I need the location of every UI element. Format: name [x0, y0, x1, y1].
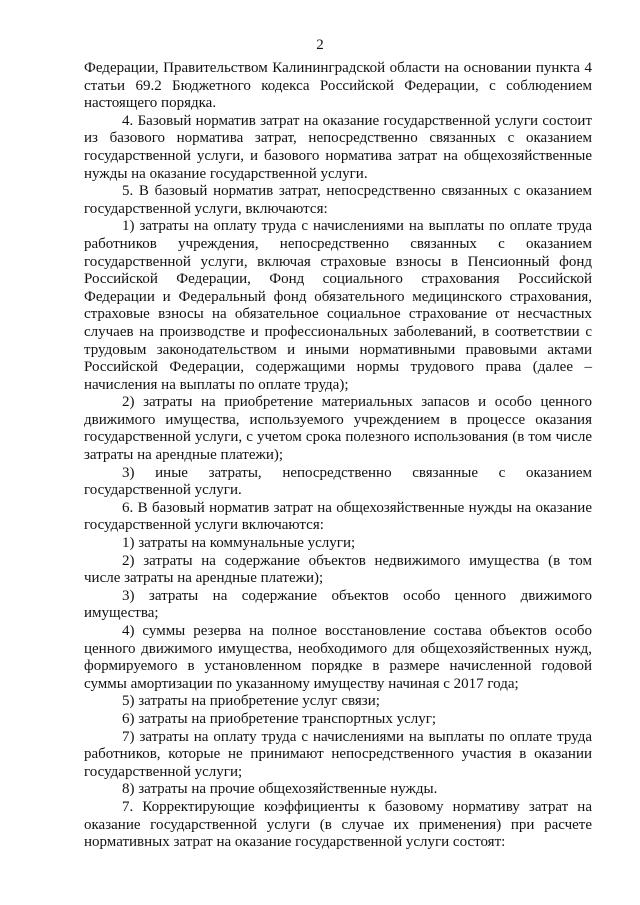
paragraph-5-sub-1: 1) затраты на оплату труда с начислениями на выплаты по оплате труда работников учреждения, непосредственно связанных с оказанием государственной услуги, включая страховые взносы в Пенсионный фонд Российской Федерации, Фонд социального страхования Российской Федерации и Федеральный фонд обязательного медицинского страхования, страховые взносы на обязательное социальное страхование от несчастных случаев на производстве и профессиональных заболеваний, в соответствии с трудовым законодательством и иными нормативными правовыми актами Российской Федерации, содержащими нормы трудового права (далее – начисления на выплаты по оплате труда);: [84, 218, 592, 393]
paragraph-6-sub-5: 5) затраты на приобретение услуг связи;: [122, 693, 380, 710]
document-body: [84, 60, 592, 852]
paragraph-6-sub-1: 1) затраты на коммунальные услуги;: [122, 535, 356, 552]
paragraph-item-4: 4. Базовый норматив затрат на оказание государственной услуги состоит из базового норматива затрат, непосредственно связанных с оказанием государственной услуги, и базового норматива затрат на общехозяйственные нужды на оказание государственной услуги.: [84, 112, 592, 182]
paragraph-6-sub-4: 4) суммы резерва на полное восстановление состава объектов особо ценного движимого имущества, необходимого для общехозяйственных нужд, формируемого в установленном порядке в размере начисленной годовой суммы амортизации по указанному имуществу начиная с 2017 года;: [84, 623, 592, 692]
paragraph-5-sub-3: 3) иные затраты, непосредственно связанные с оказанием государственной услуги.: [84, 464, 592, 499]
paragraph-5-sub-2: 2) затраты на приобретение материальных запасов и особо ценного движимого имущества, используемого учреждением в процессе оказания государственной услуги, с учетом срока полезного использования (в том числе затраты на арендные платежи);: [84, 394, 592, 464]
paragraph-6-sub-3: 3) затраты на содержание объектов особо ценного движимого имущества;: [84, 587, 592, 622]
paragraph-continuation: Федерации, Правительством Калининградской области на основании пункта 4 статьи 69.2 Бюджетного кодекса Российской Федерации, с соблюдением настоящего порядка.: [84, 60, 592, 112]
paragraph-item-5: 5. В базовый норматив затрат, непосредственно связанных с оказанием государственной услуги, включаются:: [84, 183, 592, 217]
paragraph-6-sub-8: 8) затраты на прочие общехозяйственные нужды.: [122, 781, 438, 798]
paragraph-6-sub-2: 2) затраты на содержание объектов недвижимого имущества (в том числе затраты на арендные платежи);: [84, 552, 592, 587]
paragraph-item-7: 7. Корректирующие коэффициенты к базовому нормативу затрат на оказание государственной услуги (в случае их применения) при расчете нормативных затрат на оказание государственной услуги состоят:: [84, 798, 592, 851]
paragraph-6-sub-6: 6) затраты на приобретение транспортных услуг;: [122, 710, 437, 727]
paragraph-6-sub-7: 7) затраты на оплату труда с начислениями на выплаты по оплате труда работников, которые не принимают непосредственного участия в оказании государственной услуги;: [84, 728, 592, 780]
page-number: 2: [316, 37, 324, 53]
paragraph-item-6: 6. В базовый норматив затрат на общехозяйственные нужды на оказание государственной услуги включаются:: [84, 499, 592, 534]
